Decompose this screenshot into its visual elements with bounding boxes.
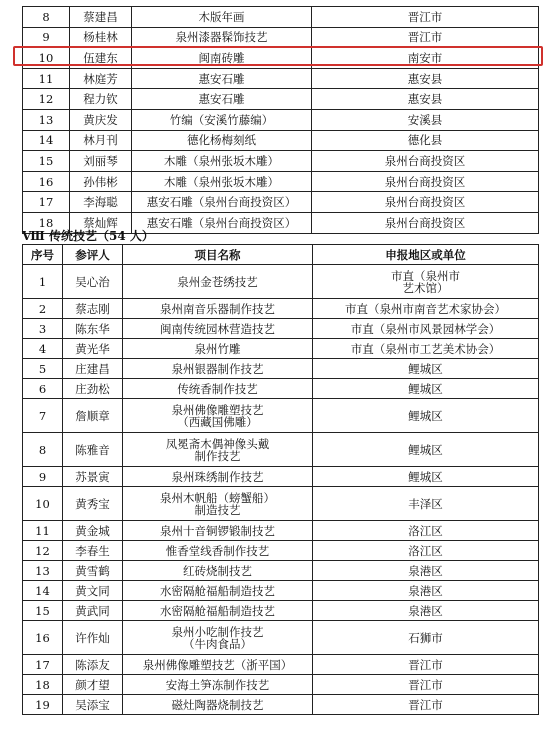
- table-row: [23, 399, 539, 433]
- table-row: [23, 7, 539, 28]
- cell-item: 水密隔舱福船制造技艺: [123, 601, 313, 621]
- table-row: [23, 621, 539, 655]
- cell-no: 3: [23, 319, 63, 339]
- traditional-crafts-table-body: [23, 265, 539, 715]
- cell-item: 泉州木帆船（螃蟹船） 制造技艺: [123, 487, 313, 521]
- cell-no: 15: [23, 601, 63, 621]
- cell-no: 17: [23, 192, 70, 213]
- table-row: [23, 487, 539, 521]
- cell-name: 黄雪鹤: [63, 561, 123, 581]
- cell-region: 洛江区: [313, 541, 539, 561]
- traditional-crafts-table: [22, 244, 539, 715]
- cell-item: 泉州佛像雕塑技艺（浙平国）: [123, 655, 313, 675]
- cell-no: 13: [23, 561, 63, 581]
- cell-no: 1: [23, 265, 63, 299]
- cell-item: 凤冕斋木偶神像头戴 制作技艺: [123, 433, 313, 467]
- cell-no: 12: [23, 89, 70, 110]
- cell-region: 市直（泉州市 艺术馆）: [313, 265, 539, 299]
- table-row: [23, 151, 539, 172]
- cell-region: 市直（泉州市风景园林学会）: [313, 319, 539, 339]
- cell-name: 吴添宝: [63, 695, 123, 715]
- cell-item: 泉州佛像雕塑技艺 （西藏国佛雕）: [123, 399, 313, 433]
- table-row: [23, 655, 539, 675]
- cell-item: 竹编（安溪竹藤编）: [132, 109, 312, 130]
- cell-name: 黄秀宝: [63, 487, 123, 521]
- cell-name: 黄武同: [63, 601, 123, 621]
- cell-region: 泉港区: [313, 601, 539, 621]
- cell-no: 10: [23, 48, 70, 69]
- table-row: [23, 68, 539, 89]
- cell-name: 庄劲松: [63, 379, 123, 399]
- cell-item: 安海土笋冻制作技艺: [123, 675, 313, 695]
- cell-item: 泉州金苍绣技艺: [123, 265, 313, 299]
- cell-no: 19: [23, 695, 63, 715]
- cell-item: 泉州十音铜锣锻制技艺: [123, 521, 313, 541]
- cell-no: 5: [23, 359, 63, 379]
- cell-no: 11: [23, 521, 63, 541]
- cell-no: 18: [23, 212, 70, 233]
- cell-no: 11: [23, 68, 70, 89]
- cell-item: 惠安石雕: [132, 68, 312, 89]
- cell-name: 庄建昌: [63, 359, 123, 379]
- table-row: [23, 601, 539, 621]
- cell-region: 泉州台商投资区: [312, 151, 539, 172]
- cell-region: 鲤城区: [313, 359, 539, 379]
- table-row: [23, 299, 539, 319]
- cell-item: 磁灶陶器烧制技艺: [123, 695, 313, 715]
- table-row: [23, 171, 539, 192]
- cell-region: 市直（泉州市工艺美术协会）: [313, 339, 539, 359]
- cell-region: 泉州台商投资区: [312, 212, 539, 233]
- table-row: [23, 109, 539, 130]
- cell-region: 鲤城区: [313, 433, 539, 467]
- cell-item: 德化杨梅刻纸: [132, 130, 312, 151]
- cell-region: 泉港区: [313, 561, 539, 581]
- cell-no: 14: [23, 130, 70, 151]
- cell-region: 石狮市: [313, 621, 539, 655]
- cell-no: 16: [23, 621, 63, 655]
- cell-no: 15: [23, 151, 70, 172]
- cell-item: 水密隔舱福船制造技艺: [123, 581, 313, 601]
- cell-region: 鲤城区: [313, 467, 539, 487]
- header-region: 申报地区或单位: [313, 245, 539, 265]
- header-item: 项目名称: [123, 245, 313, 265]
- header-name: 参评人: [63, 245, 123, 265]
- cell-name: 李春生: [63, 541, 123, 561]
- cell-item: 闽南砖雕: [132, 48, 312, 69]
- cell-name: 陈东华: [63, 319, 123, 339]
- cell-no: 16: [23, 171, 70, 192]
- cell-region: 泉港区: [313, 581, 539, 601]
- table-row: [23, 192, 539, 213]
- cell-name: 颜才望: [63, 675, 123, 695]
- cell-name: 黄金城: [63, 521, 123, 541]
- cell-item: 传统香制作技艺: [123, 379, 313, 399]
- cell-no: 7: [23, 399, 63, 433]
- table-row: [23, 541, 539, 561]
- cell-no: 9: [23, 467, 63, 487]
- cell-region: 鲤城区: [313, 399, 539, 433]
- cell-name: 蔡志刚: [63, 299, 123, 319]
- cell-no: 17: [23, 655, 63, 675]
- cell-name: 伍建东: [70, 48, 132, 69]
- cell-name: 程力钦: [70, 89, 132, 110]
- cell-no: 6: [23, 379, 63, 399]
- table-row: [23, 521, 539, 541]
- cell-region: 南安市: [312, 48, 539, 69]
- cell-no: 14: [23, 581, 63, 601]
- cell-name: 蔡灿辉: [70, 212, 132, 233]
- cell-item: 木雕（泉州张坂木雕）: [132, 171, 312, 192]
- cell-item: 闽南传统园林营造技艺: [123, 319, 313, 339]
- cell-name: 林庭芳: [70, 68, 132, 89]
- cell-item: 泉州银器制作技艺: [123, 359, 313, 379]
- cell-no: 2: [23, 299, 63, 319]
- table-row: [23, 27, 539, 48]
- cell-name: 陈添友: [63, 655, 123, 675]
- previous-category-table: [22, 6, 539, 234]
- table-row: [23, 89, 539, 110]
- cell-item: 惠安石雕: [132, 89, 312, 110]
- previous-category-table-body: [23, 7, 539, 234]
- table-row: [23, 433, 539, 467]
- table-row: [23, 675, 539, 695]
- cell-item: 泉州竹雕: [123, 339, 313, 359]
- cell-region: 安溪县: [312, 109, 539, 130]
- cell-item: 惟香堂线香制作技艺: [123, 541, 313, 561]
- cell-item: 泉州珠绣制作技艺: [123, 467, 313, 487]
- cell-no: 13: [23, 109, 70, 130]
- table-row: [23, 319, 539, 339]
- cell-item: 红砖烧制技艺: [123, 561, 313, 581]
- cell-no: 4: [23, 339, 63, 359]
- table-row: [23, 339, 539, 359]
- table-row: [23, 695, 539, 715]
- cell-name: 吴心治: [63, 265, 123, 299]
- cell-region: 泉州台商投资区: [312, 171, 539, 192]
- cell-region: 惠安县: [312, 89, 539, 110]
- cell-region: 晋江市: [312, 27, 539, 48]
- table-row: [23, 467, 539, 487]
- cell-name: 林月刊: [70, 130, 132, 151]
- cell-name: 刘丽琴: [70, 151, 132, 172]
- cell-region: 泉州台商投资区: [312, 192, 539, 213]
- cell-region: 晋江市: [313, 695, 539, 715]
- cell-region: 晋江市: [313, 675, 539, 695]
- table-header-row: [23, 245, 539, 265]
- cell-item: 泉州小吃制作技艺 （牛肉食品）: [123, 621, 313, 655]
- cell-region: 晋江市: [313, 655, 539, 675]
- cell-region: 丰泽区: [313, 487, 539, 521]
- cell-name: 许作灿: [63, 621, 123, 655]
- cell-region: 市直（泉州市南音艺术家协会）: [313, 299, 539, 319]
- cell-name: 黄光华: [63, 339, 123, 359]
- cell-name: 孙伟彬: [70, 171, 132, 192]
- cell-item: 木版年画: [132, 7, 312, 28]
- cell-name: 李海聪: [70, 192, 132, 213]
- table-row: [23, 359, 539, 379]
- table-row: [23, 130, 539, 151]
- table-row: [23, 265, 539, 299]
- header-no: 序号: [23, 245, 63, 265]
- table-row: [23, 581, 539, 601]
- cell-no: 18: [23, 675, 63, 695]
- table-row: [23, 561, 539, 581]
- cell-name: 詹顺章: [63, 399, 123, 433]
- cell-name: 苏景寅: [63, 467, 123, 487]
- cell-name: 黄庆发: [70, 109, 132, 130]
- cell-name: 杨桂林: [70, 27, 132, 48]
- table-row: [23, 48, 539, 69]
- cell-region: 德化县: [312, 130, 539, 151]
- cell-item: 木雕（泉州张坂木雕）: [132, 151, 312, 172]
- cell-name: 陈雅音: [63, 433, 123, 467]
- cell-item: 惠安石雕（泉州台商投资区）: [132, 192, 312, 213]
- cell-name: 黄文同: [63, 581, 123, 601]
- cell-item: 惠安石雕（泉州台商投资区）: [132, 212, 312, 233]
- cell-region: 洛江区: [313, 521, 539, 541]
- table-row: [23, 379, 539, 399]
- cell-item: 泉州南音乐器制作技艺: [123, 299, 313, 319]
- cell-no: 8: [23, 7, 70, 28]
- cell-name: 蔡建昌: [70, 7, 132, 28]
- cell-no: 8: [23, 433, 63, 467]
- cell-item: 泉州漆器髹饰技艺: [132, 27, 312, 48]
- cell-no: 10: [23, 487, 63, 521]
- cell-no: 9: [23, 27, 70, 48]
- cell-no: 12: [23, 541, 63, 561]
- cell-region: 晋江市: [312, 7, 539, 28]
- cell-region: 鲤城区: [313, 379, 539, 399]
- cell-region: 惠安县: [312, 68, 539, 89]
- section-title: Ⅷ 传统技艺（54 人）: [22, 229, 154, 243]
